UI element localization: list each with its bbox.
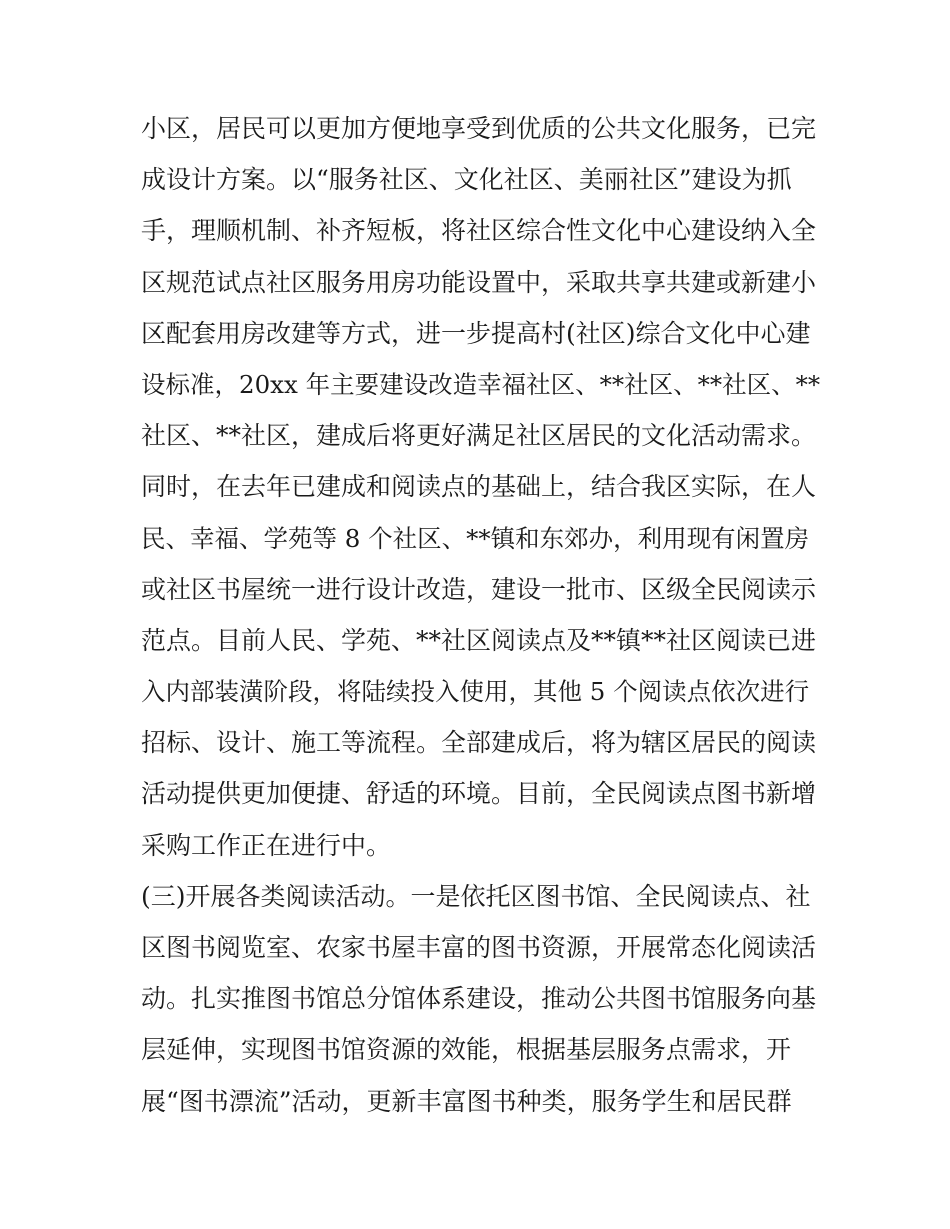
text-line-3: 手，理顺机制、补齐短板，将社区综合性文化中心建设纳入全: [141, 216, 817, 246]
text-line-18: 动。扎实推图书馆总分馆体系建设，推动公共图书馆服务向基: [141, 984, 817, 1014]
text-line-8: 同时，在去年已建成和阅读点的基础上，结合我区实际，在人: [141, 472, 817, 502]
text-line-9: 民、幸福、学苑等 8 个社区、**镇和东郊办，利用现有闲置房: [141, 523, 810, 553]
text-line-7: 社区、**社区，建成后将更好满足社区居民的文化活动需求。: [141, 421, 817, 451]
text-line-19: 层延伸，实现图书馆资源的效能，根据基层服务点需求，开: [141, 1035, 792, 1065]
section-heading-line: (三)开展各类阅读活动。一是依托区图书馆、全民阅读点、社: [141, 881, 811, 911]
text-line-14: 活动提供更加便捷、舒适的环境。目前，全民阅读点图书新增: [141, 779, 817, 809]
text-line-12: 入内部装潢阶段，将陆续投入使用，其他 5 个阅读点依次进行: [141, 677, 810, 707]
text-line-20: 展“图书漂流”活动，更新丰富图书种类，服务学生和居民群: [141, 1086, 792, 1116]
text-line-15: 采购工作正在进行中。: [141, 830, 392, 860]
text-line-1: 小区，居民可以更加方便地享受到优质的公共文化服务，已完: [141, 114, 817, 143]
text-line-2: 成设计方案。以“服务社区、文化社区、美丽社区”建设为抓: [141, 165, 792, 195]
text-line-10: 或社区书屋统一进行设计改造，建设一批市、区级全民阅读示: [141, 574, 817, 604]
text-line-5: 区配套用房改建等方式，进一步提高村(社区)综合文化中心建: [141, 318, 811, 348]
text-line-11: 范点。目前人民、学苑、**社区阅读点及**镇**社区阅读已进: [141, 625, 817, 655]
text-line-6: 设标准，20xx 年主要建设改造幸福社区、**社区、**社区、**: [141, 369, 821, 399]
body-text: [141, 103, 821, 1127]
text-line-4: 区规范试点社区服务用房功能设置中，采取共享共建或新建小: [141, 267, 817, 297]
text-line-17: 区图书阅览室、农家书屋丰富的图书资源，开展常态化阅读活: [141, 933, 817, 962]
text-line-13: 招标、设计、施工等流程。全部建成后，将为辖区居民的阅读: [141, 728, 817, 758]
